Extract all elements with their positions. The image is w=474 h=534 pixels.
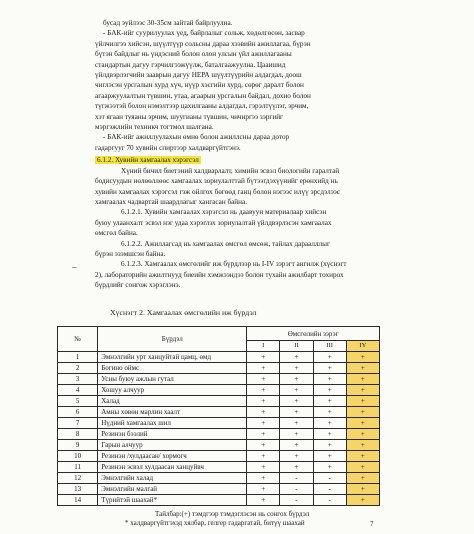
section-heading-line xyxy=(95,155,395,165)
text-line: бусад эуйлээс 30-35см зайтай байрлуулна. xyxy=(103,19,233,27)
row-number: 10 xyxy=(58,451,98,462)
level-3-mark: + xyxy=(313,418,346,429)
row-number: 1 xyxy=(58,352,98,363)
table-header-row xyxy=(58,327,380,341)
level-1-mark: + xyxy=(247,363,280,374)
level-2-mark: + xyxy=(280,462,313,473)
level-4-mark: + xyxy=(346,495,379,506)
row-number: 6 xyxy=(58,407,98,418)
text-line: бүрдлийг сонгож хэрэглэнэ. xyxy=(95,281,181,290)
level-2-mark: + xyxy=(280,396,313,407)
text-line: түгжээтэй болон нэмэлтээр цахилгааны алдагдал, гэрэлтүүлэг, эрчим, xyxy=(95,102,309,111)
header-item: Бүрдэл xyxy=(98,327,247,352)
level-1-mark: + xyxy=(247,385,280,396)
caption-legend: Тайлбар:(+) тэмдгээр тэмдэглэсэн нь сонгох бүрдэл xyxy=(155,510,310,518)
text-line: агааржуулалтын түвшин, утаа, агаарын урсгалын байдал, дохио болон xyxy=(95,91,311,100)
table-row xyxy=(58,484,380,495)
level-1-mark: + xyxy=(247,429,280,440)
level-1-mark: + xyxy=(247,352,280,363)
level-1-mark: + xyxy=(247,440,280,451)
table-row xyxy=(58,396,380,407)
level-4-mark: + xyxy=(346,451,379,462)
level-1-mark: + xyxy=(247,407,280,418)
paragraph-group-1 xyxy=(95,18,395,153)
level-2-mark: + xyxy=(280,385,313,396)
header-level-2: II xyxy=(280,341,313,352)
equipment-table xyxy=(57,326,380,506)
level-1-mark: + xyxy=(247,484,280,495)
row-item: Богино оймс xyxy=(98,363,247,374)
text-line: 6.1.2.2. Ажиллагсад нь хамгаалах өмсгөл өмсөж, тайлах дараалллыг xyxy=(121,239,330,248)
level-3-mark: + xyxy=(313,407,346,418)
level-4-mark: + xyxy=(346,407,379,418)
level-3-mark: + xyxy=(313,451,346,462)
level-1-mark: + xyxy=(247,451,280,462)
row-item: Эмнэлгийн халад xyxy=(98,473,247,484)
text-line: стандартын дагуу гэрчилгээжүүлж, баталгаажуулна. Цааишид xyxy=(95,60,286,69)
text-line: чиглэсэн урсгалын хурд хүч, нүүр хэсгийн хурд, сөрөг даралт болон xyxy=(95,81,304,90)
row-number: 11 xyxy=(58,462,98,473)
row-item: Амны хөвөн марлин хаалт xyxy=(98,407,247,418)
level-3-mark: + xyxy=(313,363,346,374)
table-row xyxy=(58,407,380,418)
row-number: 12 xyxy=(58,473,98,484)
row-item: Резинэн эсвэл хулдаасан ханцуйвч xyxy=(98,462,247,473)
text-line: мэргэжлийн техникч тогтмол шалгана. xyxy=(95,123,214,132)
text-line: бүрэн эзэмшсэн байна. xyxy=(95,249,166,258)
paragraph-group-2 xyxy=(95,166,395,291)
level-3-mark: - xyxy=(313,473,346,484)
row-item: Халад xyxy=(98,396,247,407)
text-line: 2), лабораторийн ажилтнууд биеийн хэмжээндээ болон тухайн ажилбарт тохирох xyxy=(95,270,344,279)
text-line: үйлчилгээ хийсэн, шүүлтүүр сольсны дараа хээвийн ажиллагаа, бүрэн xyxy=(95,39,311,48)
text-line: хувийн хамгаалах хэрэгсэл гэж ойлгох бөгөөд ганц болон нэгээс илүү эрсдэлээс xyxy=(95,187,341,196)
table-row xyxy=(58,385,380,396)
row-number: 8 xyxy=(58,429,98,440)
row-item: Усны буюу ажлын гутал xyxy=(98,374,247,385)
table-title: Хүснэгт 2. Хамгаалах өмсгөлийн иж бүрдэл xyxy=(110,308,257,317)
level-3-mark: + xyxy=(313,374,346,385)
level-2-mark: + xyxy=(280,451,313,462)
level-3-mark: + xyxy=(313,385,346,396)
header-level-3: III xyxy=(313,341,346,352)
text-line: хэт ягаан туяаны эрчим, шуугианы түвшин, чичиргээ зэргийг xyxy=(95,112,283,121)
page-number: 7 xyxy=(370,520,374,528)
table-row xyxy=(58,352,380,363)
row-item: Нүдний хамгаалах шил xyxy=(98,418,247,429)
text-line: хамгаалах чадвартай шаардлагыг хангасан байна. xyxy=(95,197,247,206)
header-levels: Өмсгөлийн зэрэг xyxy=(247,327,380,341)
table-row xyxy=(58,440,380,451)
level-2-mark: + xyxy=(280,429,313,440)
row-item: Эмнэлгийн малгай xyxy=(98,484,247,495)
level-1-mark: + xyxy=(247,462,280,473)
table-row xyxy=(58,363,380,374)
section-heading: 6.1.2. Хувийн хамгаалах хэрэгсэл xyxy=(97,156,199,165)
level-2-mark: + xyxy=(280,363,313,374)
row-item: Эмнэлгийн урт ханцуйтай цамц, өмд xyxy=(98,352,247,363)
table-row xyxy=(58,462,380,473)
table-row xyxy=(58,374,380,385)
header-number: № xyxy=(58,327,98,352)
level-4-mark: + xyxy=(346,429,379,440)
caption-footnote: * халдваргүйтгэхэд хялбар, гелгер гадаргатай, битүү шаахай xyxy=(125,519,305,527)
row-number: 4 xyxy=(58,385,98,396)
text-line: бодисуудын нөлөөллөөс хамгаалах зориулалттай бүтээгдэхүүнийг ерөнхийд нь xyxy=(95,177,338,186)
body-text xyxy=(95,18,395,291)
row-number: 13 xyxy=(58,484,98,495)
text-line: 6.1.2.3. Хамгаалах өмсгөлийг иж бүрдлээр нь I-IV зэрэгт ангилж (хүснэгт xyxy=(121,260,347,269)
level-3-mark: + xyxy=(313,429,346,440)
table-body xyxy=(58,352,380,506)
level-3-mark: + xyxy=(313,462,346,473)
level-1-mark: + xyxy=(247,473,280,484)
level-3-mark: + xyxy=(313,440,346,451)
level-4-mark: + xyxy=(346,484,379,495)
row-item: Түрийтэй шаахай* xyxy=(98,495,247,506)
table-caption xyxy=(105,510,405,528)
table-row xyxy=(58,495,380,506)
header-level-4: IY xyxy=(346,341,379,352)
level-2-mark: + xyxy=(280,374,313,385)
level-4-mark: + xyxy=(346,374,379,385)
text-line: буюу улаанхалт эсвэл нэг удаа хэрэглэх зориулалтай үйлдвэрлэсэн хамгаалах xyxy=(95,218,332,227)
level-4-mark: + xyxy=(346,418,379,429)
level-4-mark: + xyxy=(346,473,379,484)
row-number: 5 xyxy=(58,396,98,407)
row-item: Гарын алчуур xyxy=(98,440,247,451)
text-line: - БАК-ийг ажиллуулахын өмнө болон ажиллсны дараа дотор xyxy=(103,133,290,142)
text-line: гадаргууг 70 хувийн спиртээр халдваргүйтгэнэ. xyxy=(95,143,241,152)
text-line: 6.1.2.1. Хувийн хамгаалах хэрэгсэл нь даавуун материалаар хийсэн xyxy=(121,208,327,217)
level-3-mark: - xyxy=(313,495,346,506)
table-row xyxy=(58,451,380,462)
table-row xyxy=(58,418,380,429)
level-1-mark: + xyxy=(247,495,280,506)
margin-mark: – xyxy=(72,262,77,272)
level-3-mark: - xyxy=(313,484,346,495)
text-line: Хүний бичил биетэний халдварлалт, химийн эсвэл биологийн гаралтай xyxy=(121,166,340,175)
level-2-mark: - xyxy=(280,484,313,495)
level-2-mark: + xyxy=(280,418,313,429)
level-4-mark: + xyxy=(346,363,379,374)
text-line: өмсгөл байна. xyxy=(95,229,138,238)
row-number: 3 xyxy=(58,374,98,385)
text-line: бүтэн байдлыг нь үндэсний болон олон улсын үйл ажиллагааны xyxy=(95,50,292,59)
row-item: Хошуу алчуур xyxy=(98,385,247,396)
level-1-mark: + xyxy=(247,418,280,429)
row-item: Резинэн бээлий xyxy=(98,429,247,440)
row-number: 9 xyxy=(58,440,98,451)
level-2-mark: - xyxy=(280,495,313,506)
level-2-mark: + xyxy=(280,407,313,418)
level-4-mark: + xyxy=(346,352,379,363)
header-level-1: I xyxy=(247,341,280,352)
row-item: Резинэн /хулдаасан/ хормогч xyxy=(98,451,247,462)
level-2-mark: - xyxy=(280,473,313,484)
level-4-mark: + xyxy=(346,440,379,451)
level-3-mark: + xyxy=(313,352,346,363)
level-2-mark: + xyxy=(280,440,313,451)
text-line: - БАК-ийг суурилуулах үед, байрлалыг сольж, хөдөлгөсөн, засвар xyxy=(103,29,305,38)
level-1-mark: + xyxy=(247,374,280,385)
level-4-mark: + xyxy=(346,462,379,473)
row-number: 14 xyxy=(58,495,98,506)
row-number: 7 xyxy=(58,418,98,429)
text-line: үйлдвэрлэгчийн зааврын дагуу НЕРА шүүлтүүрийн алдагдал, доош xyxy=(95,71,302,80)
level-4-mark: + xyxy=(346,396,379,407)
table-row xyxy=(58,473,380,484)
level-1-mark: + xyxy=(247,396,280,407)
level-4-mark: + xyxy=(346,385,379,396)
row-number: 2 xyxy=(58,363,98,374)
level-3-mark: + xyxy=(313,396,346,407)
level-2-mark: + xyxy=(280,352,313,363)
table-row xyxy=(58,429,380,440)
